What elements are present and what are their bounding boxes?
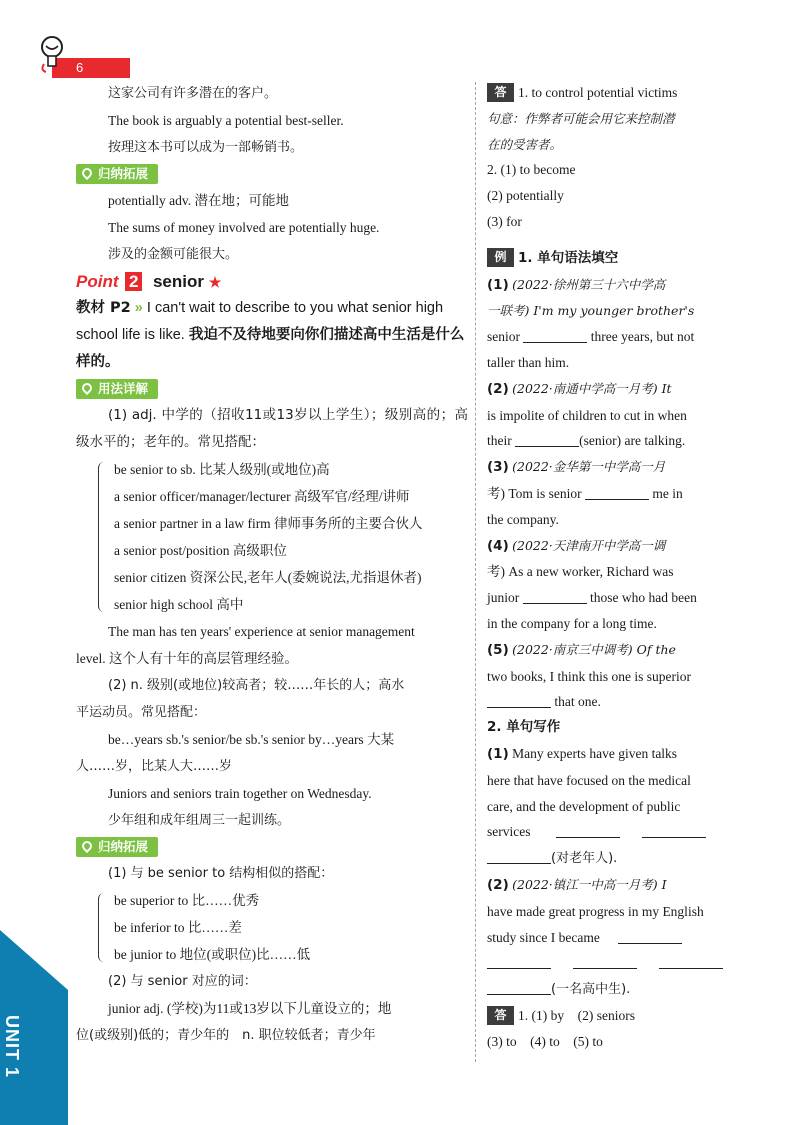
answer-blank[interactable]	[487, 980, 551, 995]
point-label: Point	[76, 272, 119, 291]
answer-blank[interactable]	[556, 823, 620, 838]
answer-blank[interactable]	[487, 954, 551, 969]
answer-line: (3) to (4) to (5) to	[487, 1033, 603, 1049]
question-line: have made great progress in my English	[487, 903, 704, 919]
answer-blank[interactable]	[573, 954, 637, 969]
section-tag-extension: 归纳拓展	[76, 164, 158, 184]
exercise-2-title: 2. 单句写作	[487, 719, 561, 736]
question-number: (1)	[487, 745, 509, 762]
answer-blank[interactable]	[585, 485, 649, 500]
extension-line: junior adj. (学校)为11或13岁以下儿童设立的；地	[108, 1001, 392, 1016]
question-text: (对老年人).	[551, 851, 618, 867]
question-line	[487, 324, 725, 350]
section-tag-usage: 用法详解	[76, 379, 158, 399]
answer-blank[interactable]	[523, 328, 587, 343]
exercise-1-title	[487, 245, 725, 272]
extension-line: 位(或级别)低的；青少年的 n. 职位较低者；青少年	[76, 1028, 376, 1043]
page-number-badge	[38, 34, 90, 76]
answer-line: 2. (1) to become	[487, 162, 576, 178]
collocation-item: be junior to 地位(或职位)比……低	[114, 947, 311, 962]
question-number: (4)	[487, 537, 509, 554]
usage-2: (2) n. 级别(或地位)较高者；较……年长的人；高水	[108, 678, 405, 693]
point-heading	[76, 268, 468, 295]
point-word: senior	[152, 272, 204, 291]
intro-line: 按理这本书可以成为一部畅销书。	[108, 140, 304, 155]
star-icon: ★	[208, 274, 222, 290]
question-line	[487, 845, 725, 872]
answer-line: 1. (1) by (2) seniors	[518, 1007, 635, 1023]
question-line: in the company for a long time.	[487, 615, 657, 631]
answer-line: 在的受害者。	[487, 136, 563, 152]
question-text: (senior) are talking.	[579, 433, 686, 449]
question-item	[487, 376, 725, 403]
question-line: here that have focused on the medical	[487, 772, 691, 788]
answer-block-2	[487, 1003, 725, 1029]
question-number: (3)	[487, 459, 509, 476]
question-number: (5)	[487, 641, 509, 658]
answer-blank[interactable]	[642, 823, 706, 838]
exercise-title: 1. 单句语法填空	[518, 249, 619, 266]
collocation-item: senior high school 高中	[114, 597, 244, 612]
answer-line: (2) potentially	[487, 188, 564, 204]
left-column	[76, 80, 468, 1049]
question-line: (2022·金华第一中学高一月	[512, 459, 666, 475]
answer-line: (3) for	[487, 213, 522, 229]
collocation-item: be inferior to 比……差	[114, 920, 242, 935]
example-line: Juniors and seniors train together on Wednesday.	[108, 786, 372, 801]
collocation-item: senior citizen 资深公民,老年人(委婉说法,尤指退休者)	[114, 570, 422, 585]
collocation-item: be superior to 比……优秀	[114, 893, 260, 908]
question-text: their	[487, 433, 512, 449]
question-number: (2)	[487, 380, 509, 397]
question-text: those who had been	[590, 590, 697, 606]
question-text: (一名高中生).	[551, 982, 631, 998]
question-item	[487, 454, 725, 481]
question-line: the company.	[487, 511, 559, 527]
textbook-source	[76, 295, 468, 376]
extension-line: 涉及的金额可能很大。	[108, 247, 239, 262]
column-divider	[475, 82, 476, 1062]
question-item	[487, 637, 725, 664]
question-text: that one.	[554, 694, 601, 710]
question-text: study since I became	[487, 929, 600, 945]
collocation-group-2	[76, 887, 468, 968]
extension-title: (2) 与 senior 对应的词：	[108, 974, 257, 989]
extension-title: (1) 与 be senior to 结构相似的搭配：	[108, 866, 334, 881]
point-number: 2	[125, 272, 142, 291]
intro-line: The book is arguably a potential best-seller.	[108, 113, 344, 128]
question-line	[487, 976, 725, 1003]
question-line	[487, 428, 725, 454]
answer-blank[interactable]	[487, 849, 551, 864]
example-line: 少年组和成年组周三一起训练。	[108, 813, 291, 828]
question-number: (1)	[487, 276, 509, 293]
answer-blank[interactable]	[487, 693, 551, 708]
question-line: (2022·天津南开中学高一调	[512, 537, 666, 553]
usage-2: 平运动员。常见搭配：	[76, 705, 207, 720]
question-line: 考) As a new worker, Richard was	[487, 564, 674, 580]
chevron-right-icon: »	[134, 300, 143, 316]
answer-line: 1. to control potential victims	[518, 85, 678, 100]
question-text: services	[487, 824, 531, 840]
question-line: (2022·镇江一中高一月考) I	[512, 876, 667, 892]
question-line: care, and the development of public	[487, 798, 681, 814]
question-line	[487, 689, 725, 715]
question-line: (2022·南通中学高一月考) It	[512, 380, 672, 396]
question-line: is impolite of children to cut in when	[487, 407, 687, 423]
question-line	[487, 925, 725, 951]
unit-label: UNIT 1	[2, 1015, 22, 1079]
collocation-item: a senior partner in a law firm 律师事务所的主要合伙人	[114, 516, 423, 531]
answer-tag: 答	[487, 83, 514, 102]
question-line	[487, 298, 725, 324]
question-item	[487, 741, 725, 768]
answer-tag: 答	[487, 1006, 514, 1025]
brace	[98, 893, 109, 962]
collocation-item: be senior to sb. 比某人级别(或地位)高	[114, 462, 330, 477]
answer-block-1	[487, 80, 725, 106]
extension-line: potentially adv. 潜在地；可能地	[108, 193, 289, 208]
question-line: two books, I think this one is superior	[487, 668, 691, 684]
question-text: me in	[652, 485, 683, 501]
question-text: 考) Tom is senior	[487, 485, 582, 501]
answer-blank[interactable]	[618, 929, 682, 944]
source-label: 教材 P2	[76, 300, 131, 316]
source-chinese: 我迫不及待地要向你们描述高中生活是什么样的。	[76, 327, 465, 370]
collocation-line: 人……岁，比某人大……岁	[76, 759, 233, 774]
question-text: three years, but not	[590, 329, 695, 345]
question-line: (2022·徐州第三十六中学高	[512, 276, 666, 292]
answer-line: 句意：作弊者可能会用它来控制潜	[487, 110, 675, 126]
question-line: Many experts have given talks	[512, 745, 678, 761]
question-item	[487, 533, 725, 560]
collocation-item: a senior post/position 高级职位	[114, 543, 287, 558]
question-text: 一联考) I'm my younger brother's	[487, 303, 695, 319]
section-tag-extension: 归纳拓展	[76, 837, 158, 857]
collocation-group-1	[76, 456, 468, 618]
lightbulb-icon	[38, 34, 68, 74]
question-line: taller than him.	[487, 354, 570, 370]
question-text: junior	[487, 590, 520, 606]
question-line: (2022·南京三中调考) Of the	[512, 641, 676, 657]
answer-blank[interactable]	[659, 954, 723, 969]
question-line	[487, 585, 725, 611]
right-column	[487, 80, 725, 1054]
question-line	[487, 950, 725, 976]
example-line: The man has ten years' experience at senior management	[108, 624, 415, 639]
example-line: level. 这个人有十年的高层管理经验。	[76, 651, 298, 666]
page-number: 6	[52, 58, 130, 78]
collocation-line: be…years sb.'s senior/be sb.'s senior by…years 大某	[108, 732, 395, 747]
question-item	[487, 872, 725, 899]
source-english: I can't wait to describe to you what senior high school life is like.	[76, 300, 444, 343]
extension-line: The sums of money involved are potentially huge.	[108, 220, 380, 235]
question-line	[487, 481, 725, 507]
example-tag: 例	[487, 248, 514, 267]
question-line	[487, 819, 725, 845]
question-number: (2)	[487, 876, 509, 893]
question-item	[487, 272, 725, 299]
question-text: senior	[487, 329, 520, 345]
answer-blank[interactable]	[515, 432, 579, 447]
usage-1: (1) adj. 中学的（招收11或13岁以上学生）；级别高的；高级水平的；老年的。常见搭配：	[76, 407, 468, 450]
intro-line: 这家公司有许多潜在的客户。	[108, 86, 278, 101]
collocation-item: a senior officer/manager/lecturer 高级军官/经理/讲师	[114, 489, 410, 504]
brace	[98, 462, 109, 612]
answer-blank[interactable]	[523, 589, 587, 604]
